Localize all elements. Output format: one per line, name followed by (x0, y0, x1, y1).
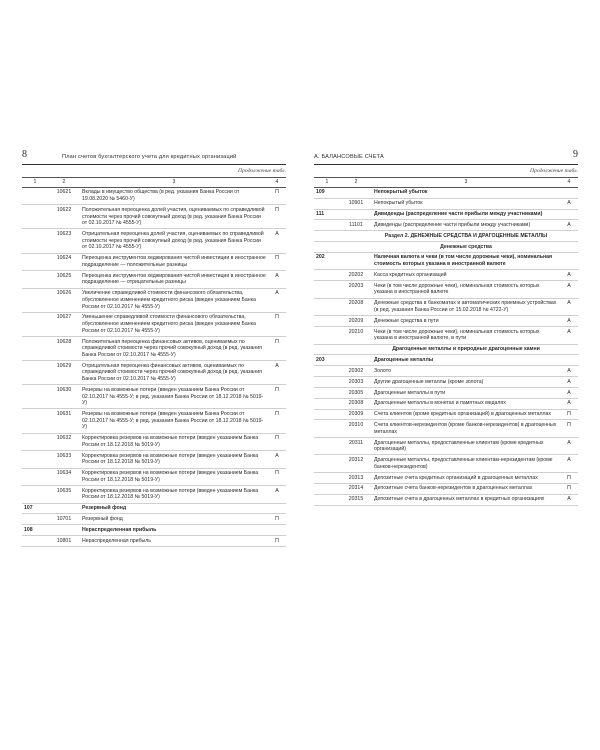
table-row (22, 288, 286, 312)
sub-account-code: 20208 (340, 298, 372, 316)
section-heading-row (314, 231, 578, 242)
left-continuation-label: Продолжение табл. (238, 168, 286, 174)
table-row (314, 252, 578, 270)
account-name: Драгоценные металлы, предоставленные клиентам (кроме кредитных организаций) (372, 437, 560, 455)
table-row (22, 409, 286, 433)
table-row (22, 271, 286, 289)
sub-account-code (48, 525, 80, 536)
account-name: Счета клиентов (кроме кредитных организаций) в драгоценных металлах (372, 409, 560, 420)
sub-account-code: 20303 (340, 377, 372, 388)
sub-account-code: 20203 (340, 281, 372, 299)
account-code (22, 433, 48, 451)
subsection-title: Денежные средства (372, 242, 560, 253)
table-row (22, 229, 286, 253)
sub-account-code: 20309 (340, 409, 372, 420)
table-row (314, 187, 578, 198)
account-type (268, 525, 286, 536)
account-type (268, 503, 286, 514)
account-type: П (268, 468, 286, 486)
account-name: Дивиденды (распределение части прибыли между участниками) (372, 220, 560, 231)
sub-account-code: 10629 (48, 361, 80, 385)
account-name: Драгоценные металлы в пути (372, 387, 560, 398)
table-row (314, 316, 578, 327)
table-row (314, 281, 578, 299)
table-row (314, 494, 578, 505)
table-row (314, 472, 578, 483)
table-row (22, 536, 286, 547)
account-code (314, 494, 340, 505)
account-type: П (268, 336, 286, 360)
account-name: Непокрытый убыток (372, 198, 560, 209)
account-name: Денежные средства в банкоматах и автоматических приемных устройствах (в ред. указания Банка России от 15.02.2018 № 4722-У) (372, 298, 560, 316)
table-row (314, 198, 578, 209)
sub-account-code (340, 242, 372, 253)
sub-account-code: 10901 (340, 198, 372, 209)
account-name: Отрицательная переоценка финансовых активов, оцениваемых по справедливой стоимости через прочий совокупный доход (в ред. указания Банка России от 02.10.2017 № 4555-У) (80, 361, 268, 385)
account-code: 108 (22, 525, 48, 536)
sub-account-code (340, 209, 372, 220)
table-row (314, 298, 578, 316)
sub-account-code (340, 355, 372, 366)
account-name: Драгоценные металлы (372, 355, 560, 366)
account-type: А (560, 220, 578, 231)
table-row (314, 377, 578, 388)
right-page (314, 149, 578, 506)
account-code (314, 377, 340, 388)
account-type (560, 209, 578, 220)
table-row (314, 420, 578, 438)
account-code (314, 327, 340, 345)
table-row (314, 409, 578, 420)
account-code (314, 198, 340, 209)
account-type (560, 187, 578, 198)
sub-account-code: 10631 (48, 409, 80, 433)
account-code (314, 366, 340, 377)
sub-account-code (340, 344, 372, 355)
account-type: П (560, 472, 578, 483)
account-code (22, 271, 48, 289)
account-code (22, 385, 48, 409)
table-row (314, 437, 578, 455)
account-name: Резервы на возможные потери (введен указанием Банка России от 02.10.2017 № 4555-У; в ред. указания Банка России от 18.12.2018 № 5019-У) (80, 385, 268, 409)
sub-account-code: 10634 (48, 468, 80, 486)
account-type: П (560, 483, 578, 494)
account-type: А (268, 451, 286, 469)
account-name: Счета клиентов-нерезидентов (кроме банков-нерезидентов) в драгоценных металлах (372, 420, 560, 438)
account-type: П (268, 514, 286, 525)
account-name: Нераспределенная прибыль (80, 525, 268, 536)
table-row (22, 486, 286, 504)
table-row (22, 525, 286, 536)
account-type: А (560, 316, 578, 327)
account-code (314, 298, 340, 316)
account-type: П (560, 420, 578, 438)
account-code (22, 288, 48, 312)
table-row (22, 312, 286, 336)
sub-account-code (340, 187, 372, 198)
table-header-row (22, 178, 286, 188)
account-code (22, 312, 48, 336)
table-row (22, 361, 286, 385)
account-name: Резервы на возможные потери (введен указанием Банка России от 02.10.2017 № 4555-У; в ред. указания Банка России от 18.12.2018 № 5019-У) (80, 409, 268, 433)
sub-account-code: 10632 (48, 433, 80, 451)
account-name: Нераспределенная прибыль (80, 536, 268, 547)
account-code (314, 281, 340, 299)
account-name: Чеки (в том числе дорожные чеки), номинальная стоимость которых указана в иностранной валюте (372, 281, 560, 299)
account-type (560, 242, 578, 253)
table-row (314, 398, 578, 409)
table-row (314, 455, 578, 473)
account-code (22, 409, 48, 433)
account-type: А (268, 486, 286, 504)
sub-account-code: 20210 (340, 327, 372, 345)
sub-account-code: 20209 (340, 316, 372, 327)
sub-account-code: 20314 (340, 483, 372, 494)
column-header-3: 3 (80, 178, 268, 188)
account-code (314, 344, 340, 355)
account-code: 107 (22, 503, 48, 514)
account-code (22, 486, 48, 504)
account-name: Депозитные счета банков-нерезидентов в драгоценных металлах (372, 483, 560, 494)
account-code (314, 455, 340, 473)
left-accounts-table (22, 177, 286, 547)
sub-account-code: 20305 (340, 387, 372, 398)
sub-account-code: 20302 (340, 366, 372, 377)
sub-account-code: 10624 (48, 253, 80, 271)
account-name: Дивиденды (распределение части прибыли между участниками) (372, 209, 560, 220)
sub-account-code (340, 252, 372, 270)
account-type: П (268, 205, 286, 229)
sub-account-code: 10633 (48, 451, 80, 469)
account-type: А (560, 327, 578, 345)
account-code (314, 242, 340, 253)
table-row (314, 270, 578, 281)
column-header-4: 4 (268, 178, 286, 188)
left-page-number: 8 (22, 149, 27, 161)
sub-account-code (340, 231, 372, 242)
account-name: Вклады в имущество общества (в ред. указания Банка России от 19.08.2020 № 5460-У) (80, 187, 268, 205)
table-row (22, 253, 286, 271)
account-type (560, 252, 578, 270)
account-name: Касса кредитных организаций (372, 270, 560, 281)
account-code (22, 514, 48, 525)
account-type: А (268, 229, 286, 253)
sub-account-code: 10625 (48, 271, 80, 289)
account-type: А (560, 298, 578, 316)
account-name: Резервный фонд (80, 503, 268, 514)
account-code: 109 (314, 187, 340, 198)
right-running-title: А. БАЛАНСОВЫЕ СЧЕТА (314, 153, 384, 160)
account-type: А (560, 455, 578, 473)
account-code (22, 253, 48, 271)
account-name: Другие драгоценные металлы (кроме золота) (372, 377, 560, 388)
account-type: П (268, 187, 286, 205)
account-name: Отрицательная переоценка долей участия, оцениваемых по справедливой стоимости через прочий совокупный доход (в ред. указания Банка России от 02.10.2017 № 4555-У) (80, 229, 268, 253)
column-header-3: 3 (372, 178, 560, 188)
subsection-heading-row (314, 344, 578, 355)
account-code (314, 420, 340, 438)
account-code (22, 336, 48, 360)
account-code (314, 483, 340, 494)
account-type (560, 355, 578, 366)
subsection-heading-row (314, 242, 578, 253)
account-type (560, 231, 578, 242)
account-name: Драгоценные металлы в монетах и памятных медалях (372, 398, 560, 409)
table-row (22, 433, 286, 451)
account-code (314, 437, 340, 455)
sub-account-code: 10635 (48, 486, 80, 504)
account-type: А (560, 437, 578, 455)
account-code (314, 409, 340, 420)
left-page-header (22, 149, 286, 165)
sub-account-code: 20313 (340, 472, 372, 483)
sub-account-code (48, 503, 80, 514)
column-header-1: 1 (22, 178, 48, 188)
account-name: Депозитные счета в драгоценных металлах в кредитных организациях (372, 494, 560, 505)
table-row (22, 451, 286, 469)
sub-account-code: 20315 (340, 494, 372, 505)
account-name: Переоценка инструментов хеджирования чистой инвестиции в иностранное подразделение — отрицательные разницы (80, 271, 268, 289)
sub-account-code: 10621 (48, 187, 80, 205)
table-row (22, 205, 286, 229)
account-code: 111 (314, 209, 340, 220)
account-name: Чеки (в том числе дорожные чеки), номинальная стоимость которых указана в иностранной валюте, в пути (372, 327, 560, 345)
sub-account-code: 20311 (340, 437, 372, 455)
sub-account-code: 20308 (340, 398, 372, 409)
account-type: А (560, 198, 578, 209)
column-header-2: 2 (340, 178, 372, 188)
sub-account-code: 20310 (340, 420, 372, 438)
table-row (22, 468, 286, 486)
table-row (314, 209, 578, 220)
account-type: П (268, 433, 286, 451)
right-accounts-table (314, 177, 578, 505)
account-type: П (268, 312, 286, 336)
account-name: Золото (372, 366, 560, 377)
account-type: А (560, 281, 578, 299)
table-row (22, 385, 286, 409)
table-row (314, 220, 578, 231)
sub-account-code: 10701 (48, 514, 80, 525)
account-code (314, 270, 340, 281)
account-code (22, 451, 48, 469)
account-type: П (268, 385, 286, 409)
table-row (22, 336, 286, 360)
sub-account-code: 10628 (48, 336, 80, 360)
account-type: А (560, 387, 578, 398)
account-code (22, 205, 48, 229)
table-header-row (314, 178, 578, 188)
table-row (22, 514, 286, 525)
account-type: П (268, 409, 286, 433)
account-name: Увеличение справедливой стоимости финансового обязательства, обусловленное изменением кредитного риска (введен указанием Банка России от 02.10.2017 № 4555-У) (80, 288, 268, 312)
account-type: П (268, 253, 286, 271)
account-name: Резервный фонд (80, 514, 268, 525)
sub-account-code: 10801 (48, 536, 80, 547)
account-code: 202 (314, 252, 340, 270)
account-code (22, 361, 48, 385)
sub-account-code: 10626 (48, 288, 80, 312)
section-title: Раздел 2. ДЕНЕЖНЫЕ СРЕДСТВА И ДРАГОЦЕННЫЕ МЕТАЛЛЫ (372, 231, 560, 242)
left-page (22, 149, 286, 547)
sub-account-code: 11101 (340, 220, 372, 231)
account-name: Переоценка инструментов хеджирования чистой инвестиции в иностранное подразделение — положительные разницы (80, 253, 268, 271)
account-type: А (268, 288, 286, 312)
account-code (314, 231, 340, 242)
account-type: П (268, 536, 286, 547)
account-name: Денежные средства в пути (372, 316, 560, 327)
sub-account-code: 10622 (48, 205, 80, 229)
account-code (22, 187, 48, 205)
account-name: Корректировка резервов на возможные потери (введен указанием Банка России от 18.12.2018 № 5019-У) (80, 433, 268, 451)
account-name: Наличная валюта и чеки (в том числе дорожные чеки), номинальная стоимость которых указана в иностранной валюте (372, 252, 560, 270)
sub-account-code: 10627 (48, 312, 80, 336)
account-name: Положительная переоценка долей участия, оцениваемых по справедливой стоимости через прочий совокупный доход (в ред. указания Банка России от 02.10.2017 № 4555-У) (80, 205, 268, 229)
account-code: 203 (314, 355, 340, 366)
account-code (314, 387, 340, 398)
account-code (314, 316, 340, 327)
table-row (314, 366, 578, 377)
account-name: Корректировка резервов на возможные потери (введен указанием Банка России от 18.12.2018 № 5019-У) (80, 486, 268, 504)
account-type: А (560, 398, 578, 409)
account-type: А (560, 366, 578, 377)
account-type (560, 344, 578, 355)
account-code (314, 398, 340, 409)
account-type: А (560, 377, 578, 388)
column-header-2: 2 (48, 178, 80, 188)
account-code (314, 220, 340, 231)
left-running-title: План счетов бухгалтерского учета для кредитных организаций (62, 153, 237, 160)
table-row (314, 355, 578, 366)
sub-account-code: 20202 (340, 270, 372, 281)
account-type: А (560, 494, 578, 505)
account-name: Корректировка резервов на возможные потери (введен указанием Банка России от 18.12.2018 № 5019-У) (80, 451, 268, 469)
account-type: А (560, 270, 578, 281)
right-page-header (314, 149, 578, 165)
account-name: Уменьшение справедливой стоимости финансового обязательства, обусловленное изменением кредитного риска (введен указанием Банка России от 02.10.2017 № 4555-У) (80, 312, 268, 336)
right-continuation-label: Продолжение табл. (530, 168, 578, 174)
account-name: Непокрытый убыток (372, 187, 560, 198)
subsection-title: Драгоценные металлы и природные драгоценные камни (372, 344, 560, 355)
table-row (314, 387, 578, 398)
account-name: Корректировка резервов на возможные потери (введен указанием Банка России от 18.12.2018 № 5019-У) (80, 468, 268, 486)
column-header-4: 4 (560, 178, 578, 188)
sub-account-code: 20312 (340, 455, 372, 473)
account-code (22, 468, 48, 486)
account-name: Депозитные счета кредитных организаций в драгоценных металлах (372, 472, 560, 483)
table-row (22, 503, 286, 514)
account-code (314, 472, 340, 483)
account-name: Драгоценные металлы, предоставленные клиентам-нерезидентам (кроме банков-нерезидентов) (372, 455, 560, 473)
table-row (314, 483, 578, 494)
table-row (314, 327, 578, 345)
account-type: П (560, 409, 578, 420)
account-name: Положительная переоценка финансовых активов, оцениваемых по справедливой стоимости через прочий совокупный доход (в ред. указания Банка России от 02.10.2017 № 4555-У) (80, 336, 268, 360)
table-row (22, 187, 286, 205)
sub-account-code: 10623 (48, 229, 80, 253)
column-header-1: 1 (314, 178, 340, 188)
account-code (22, 229, 48, 253)
account-type: А (268, 361, 286, 385)
right-page-number: 9 (573, 149, 578, 161)
account-type: А (268, 271, 286, 289)
account-code (22, 536, 48, 547)
sub-account-code: 10630 (48, 385, 80, 409)
